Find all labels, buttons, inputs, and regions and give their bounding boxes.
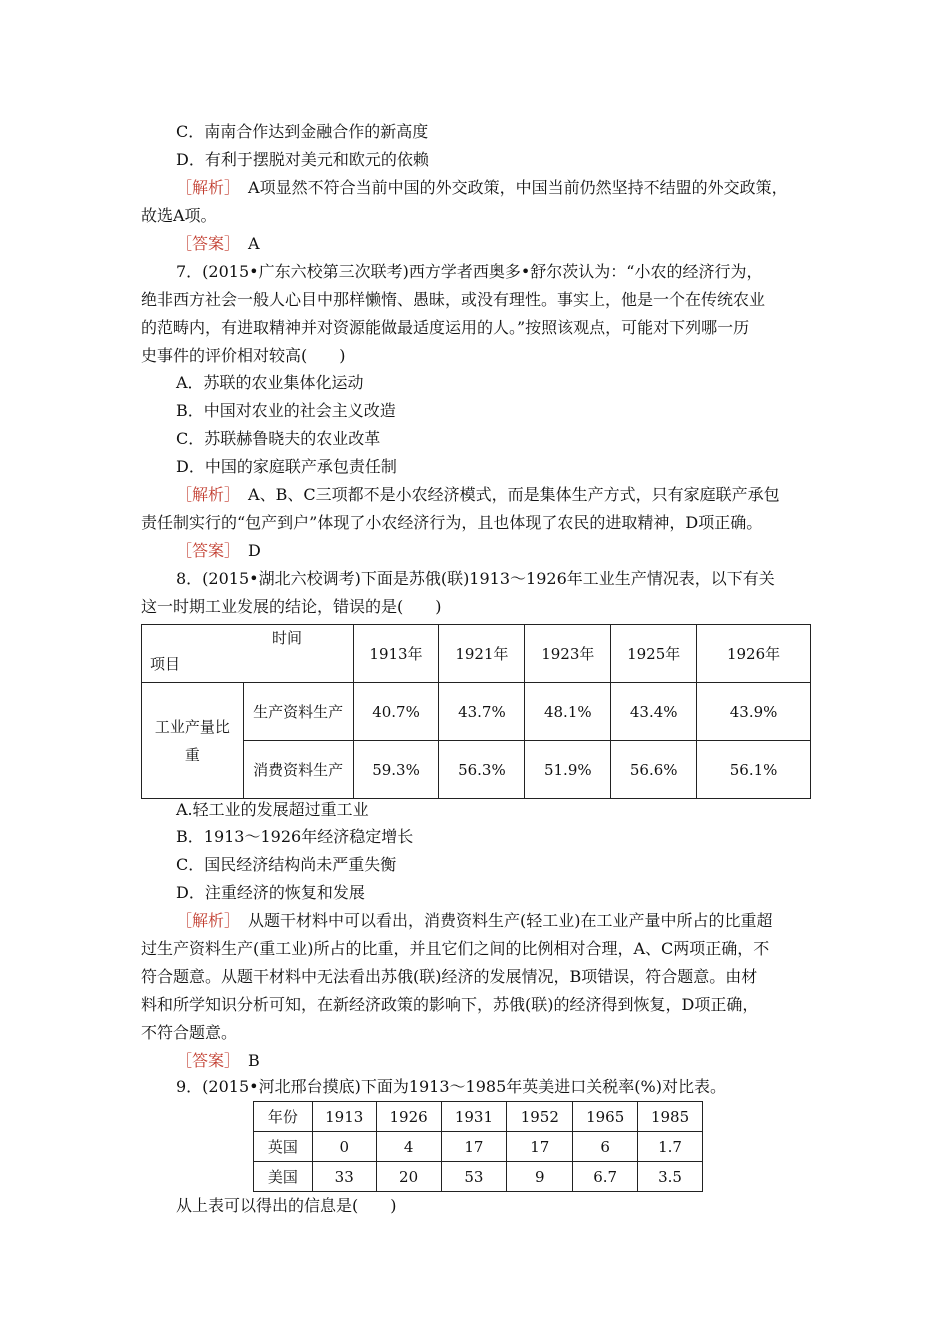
q8-analysis-cont3: 料和所学知识分析可知，在新经济政策的影响下，苏俄(联)的经济得到恢复，D项正确， [141,995,759,1014]
answer-value: A [232,234,260,253]
table-cell: 43.7% [439,683,525,741]
q8-analysis-cont1: 过生产资料生产(重工业)所占的比重，并且它们之间的比例相对合理，A、C两项正确，不 [141,939,770,958]
table-header: 1952 [507,1102,573,1132]
corner-bottom-label: 项目 [150,655,181,673]
analysis-tag: ［解析］ [176,178,233,197]
year-header: 1921年 [439,625,525,683]
year-header: 1913年 [353,625,439,683]
q7-option-d: D．中国的家庭联产承包责任制 [176,457,397,476]
table-cell: 美国 [254,1162,313,1192]
q8-option-a: A.轻工业的发展超过重工业 [176,800,369,819]
table-cell: 48.1% [525,683,611,741]
row-label: 消费资料生产 [243,741,353,799]
q8-option-d: D．注重经济的恢复和发展 [176,883,365,902]
q8-option-c: C．国民经济结构尚未严重失衡 [176,855,397,874]
table-header: 1913 [312,1102,376,1132]
q6-analysis-cont: 故选A项。 [141,206,217,225]
table-cell: 1.7 [638,1132,703,1162]
answer-tag: ［答案］ [176,234,233,253]
analysis-text: A项显然不符合当前中国的外交政策，中国当前仍然坚持不结盟的外交政策， [232,178,788,197]
table-cell: 43.4% [611,683,697,741]
q7-option-a: A．苏联的农业集体化运动 [176,373,364,392]
table-cell: 56.1% [697,741,811,799]
table-row [254,1132,703,1162]
q6-option-d: D．有利于摆脱对美元和欧元的依赖 [176,150,429,169]
q8-answer [176,1051,260,1071]
q9-stem-line2: 从上表可以得出的信息是( ) [176,1196,397,1215]
table-corner-cell [142,625,354,683]
table-cell: 59.3% [353,741,439,799]
table-cell: 4 [376,1132,441,1162]
year-header: 1923年 [525,625,611,683]
q8-analysis [176,911,773,931]
answer-value: B [232,1051,260,1070]
q8-stem-line2: 这一时期工业发展的结论，错误的是( ) [141,597,442,616]
year-header: 1925年 [611,625,697,683]
table-cell: 40.7% [353,683,439,741]
row-label: 生产资料生产 [243,683,353,741]
table-cell: 56.6% [611,741,697,799]
q6-analysis [176,178,788,198]
table-cell: 17 [441,1132,507,1162]
q8-stem-line1: 8．(2015•湖北六校调考)下面是苏俄(联)1913～1926年工业生产情况表，以下有关 [176,569,775,588]
table-cell: 17 [507,1132,573,1162]
q7-stem-line3: 的范畴内，有进取精神并对资源能做最适度运用的人。”按照该观点，可能对下列哪一历 [141,318,750,337]
q7-option-b: B．中国对农业的社会主义改造 [176,401,396,420]
analysis-text: A、B、C三项都不是小农经济模式，而是集体生产方式，只有家庭联产承包 [232,485,780,504]
table-row [142,625,811,683]
table-header: 1965 [573,1102,638,1132]
analysis-tag: ［解析］ [176,911,233,930]
q8-analysis-cont2: 符合题意。从题干材料中无法看出苏俄(联)经济的发展情况，B项错误，符合题意。由材 [141,967,758,986]
analysis-text: 从题干材料中可以看出，消费资料生产(轻工业)在工业产量中所占的比重超 [232,911,773,930]
industry-table [141,624,811,799]
table-cell: 6 [573,1132,638,1162]
corner-top-label: 时间 [272,629,303,647]
table-cell: 20 [376,1162,441,1192]
table-cell: 0 [312,1132,376,1162]
table-cell: 56.3% [439,741,525,799]
answer-value: D [232,541,261,560]
table-cell: 6.7 [573,1162,638,1192]
q7-stem-line4: 史事件的评价相对较高( ) [141,346,346,365]
year-header: 1926年 [697,625,811,683]
table-cell: 英国 [254,1132,313,1162]
q7-analysis-cont: 责任制实行的“包产到户”体现了小农经济行为，且也体现了农民的进取精神，D项正确。 [141,513,763,532]
table-header: 1926 [376,1102,441,1132]
q6-option-c: C．南南合作达到金融合作的新高度 [176,122,429,141]
analysis-tag: ［解析］ [176,485,233,504]
answer-tag: ［答案］ [176,541,233,560]
table-cell: 51.9% [525,741,611,799]
table-row [254,1162,703,1192]
q8-option-b: B．1913～1926年经济稳定增长 [176,827,414,846]
tariff-table [253,1101,703,1192]
table-row [254,1102,703,1132]
q7-stem-line2: 绝非西方社会一般人心目中那样懒惰、愚昧，或没有理性。事实上，他是一个在传统农业 [141,290,766,309]
q7-analysis [176,485,780,505]
table-row [142,683,811,741]
q7-option-c: C．苏联赫鲁晓夫的农业改革 [176,429,381,448]
group-label: 工业产量比重 [142,683,244,799]
q6-answer [176,234,260,254]
table-cell: 33 [312,1162,376,1192]
table-header: 1931 [441,1102,507,1132]
table-cell: 3.5 [638,1162,703,1192]
q8-analysis-cont4: 不符合题意。 [141,1023,238,1042]
q7-answer [176,541,261,561]
table-cell: 9 [507,1162,573,1192]
table-header: 1985 [638,1102,703,1132]
table-header: 年份 [254,1102,313,1132]
table-cell: 43.9% [697,683,811,741]
q7-stem-line1: 7．(2015•广东六校第三次联考)西方学者西奥多•舒尔茨认为：“小农的经济行为， [176,262,763,281]
q9-stem-line1: 9．(2015•河北邢台摸底)下面为1913～1985年英美进口关税率(%)对比表。 [176,1077,726,1096]
table-cell: 53 [441,1162,507,1192]
answer-tag: ［答案］ [176,1051,233,1070]
